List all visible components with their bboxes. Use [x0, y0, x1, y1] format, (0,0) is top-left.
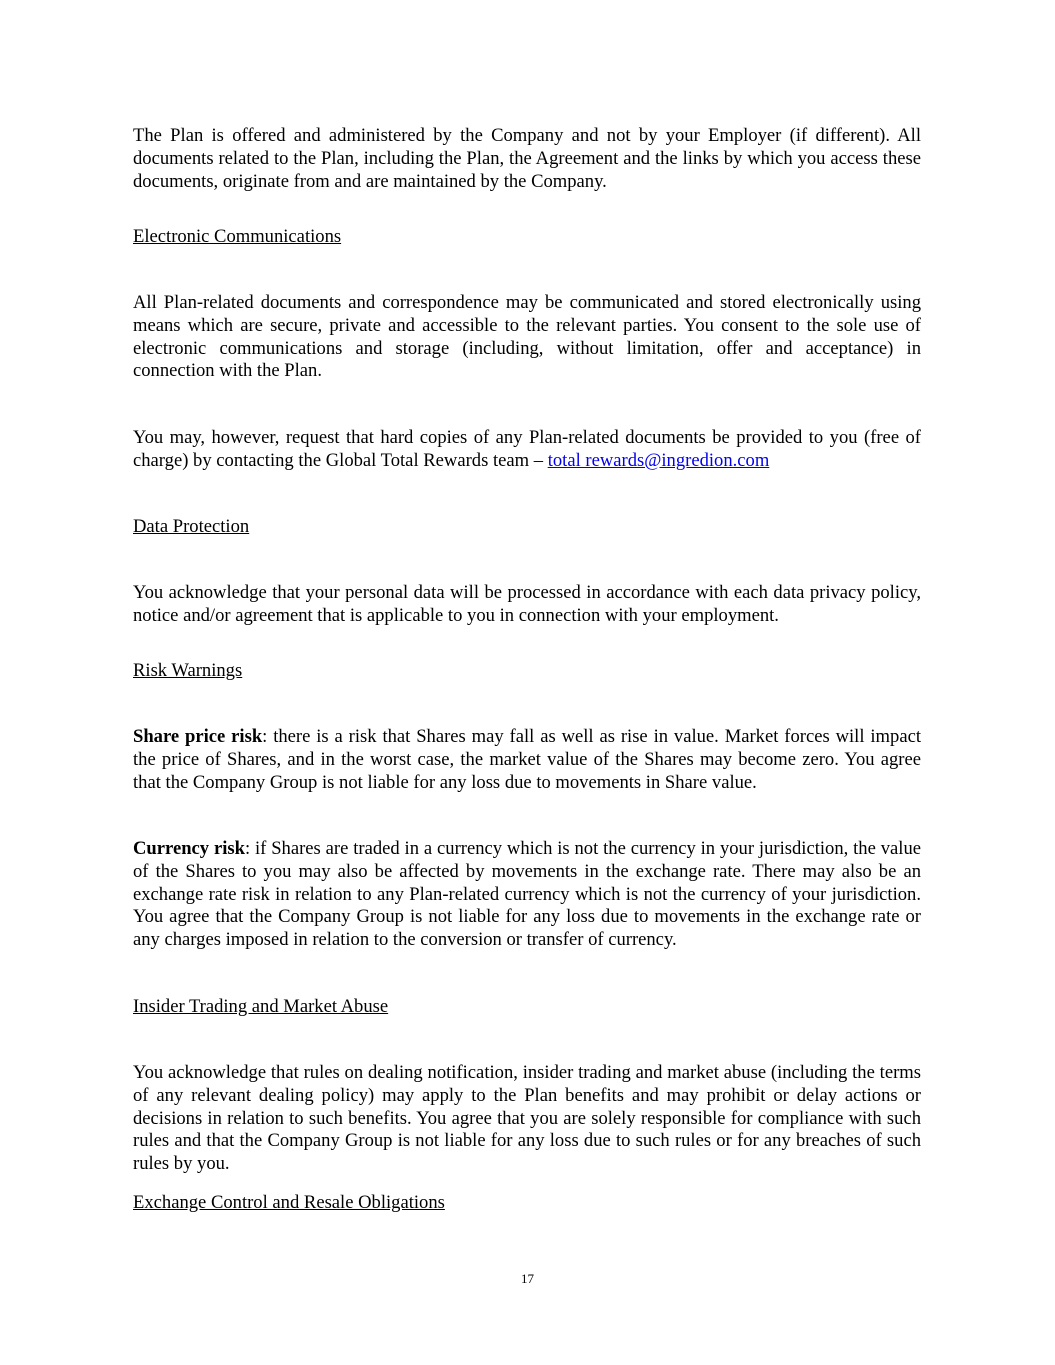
- currency-risk-paragraph: [133, 838, 921, 952]
- electronic-paragraph-2: [133, 427, 921, 473]
- intro-paragraph: The Plan is offered and administered by the Company and not by your Employer (if different). All documents related to the Plan, including the Plan, the Agreement and the links by which you access these documents, originate from and are maintained by the Company.: [133, 125, 921, 192]
- share-price-risk-text: : there is a risk that Shares may fall as well as rise in value. Market forces will impact the price of Shares, and in the worst case, the market value of the Shares may become zero. You agree that the Company Group is not liable for any loss due to movements in Share value.: [133, 726, 921, 793]
- currency-risk-text: : if Shares are traded in a currency which is not the currency in your jurisdiction, the value of the Shares to you may also be affected by movements in the exchange rate. There may also be an exchange rate risk in relation to any Plan-related currency which is not the currency of your jurisdiction. You agree that the Company Group is not liable for any loss due to movements in the exchange rate or any charges imposed in relation to the conversion or transfer of currency.: [133, 838, 921, 951]
- currency-risk-label: Currency risk: [133, 838, 245, 859]
- share-price-risk-label: Share price risk: [133, 726, 263, 747]
- insider-trading-paragraph: You acknowledge that rules on dealing notification, insider trading and market abuse (including the terms of any relevant dealing policy) may apply to the Plan benefits and may prohibit or delay actions or decisions in relation to such benefits. You agree that you are solely responsible for compliance with such rules and that the Company Group is not liable for any loss due to such rules or for any breaches of such rules by you.: [133, 1062, 921, 1175]
- page-number: 17: [521, 1271, 534, 1286]
- heading-exchange-control: Exchange Control and Resale Obligations: [133, 1192, 445, 1213]
- total-rewards-email-link[interactable]: total rewards@ingredion.com: [547, 449, 770, 471]
- heading-electronic-communications: Electronic Communications: [133, 226, 342, 247]
- data-protection-paragraph: You acknowledge that your personal data will be processed in accordance with each data privacy policy, notice and/or agreement that is applicable to you in connection with your employment.: [133, 582, 921, 626]
- share-price-risk-paragraph: [133, 726, 921, 794]
- electronic-paragraph-2-text: You may, however, request that hard copies of any Plan-related documents be provided to you (free of charge) by contacting the Global Total Rewards team –: [133, 427, 921, 471]
- heading-data-protection: Data Protection: [133, 516, 250, 537]
- heading-insider-trading: Insider Trading and Market Abuse: [133, 996, 389, 1017]
- heading-risk-warnings: Risk Warnings: [133, 660, 243, 681]
- electronic-paragraph-1: All Plan-related documents and correspondence may be communicated and stored electronically using means which are secure, private and accessible to the relevant parties. You consent to the sole use of electronic communications and storage (including, without limitation, offer and acceptance) in connection with the Plan.: [133, 292, 921, 382]
